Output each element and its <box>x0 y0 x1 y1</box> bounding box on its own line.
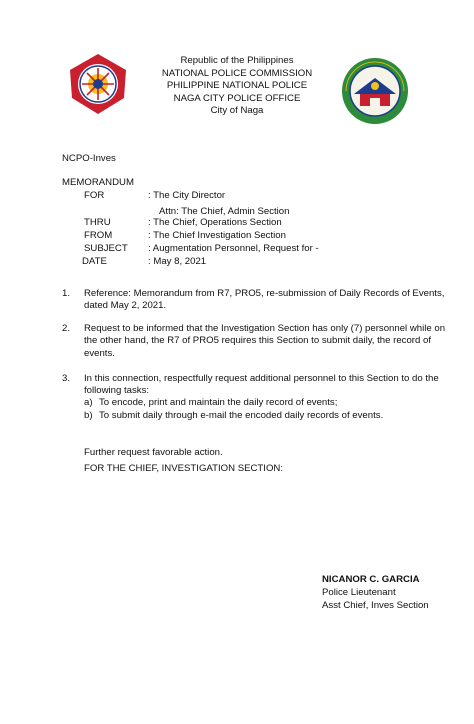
memo-label-thru: THRU <box>84 217 111 228</box>
memo-label-for: FOR <box>84 190 105 201</box>
header-napolcom: NATIONAL POLICE COMMISSION <box>161 67 313 79</box>
item-paragraph <box>84 288 445 313</box>
header-office: NAGA CITY POLICE OFFICE <box>173 92 301 104</box>
item-paragraph <box>84 323 446 360</box>
closing-request: Further request favorable action. <box>84 447 223 458</box>
task-letter: a) <box>84 397 93 408</box>
letterhead <box>130 55 344 118</box>
memo-value-thru: : The Chief, Operations Section <box>148 217 282 228</box>
item-line: the other hand, the R7 of PRO5 requires this Section to submit daily, the record of <box>84 335 431 347</box>
signatory-rank: Police Lieutenant <box>322 587 396 598</box>
memo-label-subject: SUBJECT <box>84 243 128 254</box>
signatory-name: NICANOR C. GARCIA <box>322 574 420 585</box>
header-city: City of Naga <box>210 105 264 117</box>
memo-value-attn: Attn: The Chief, Admin Section <box>159 206 290 217</box>
closing-for-line: FOR THE CHIEF, INVESTIGATION SECTION: <box>84 463 283 474</box>
item-line: dated May 2, 2021. <box>84 300 167 312</box>
item-number: 2. <box>62 323 71 334</box>
item-number: 1. <box>62 288 71 299</box>
memo-value-for: : The City Director <box>148 190 226 201</box>
item-line: In this connection, respectfully request additional personnel to this Section to do the <box>84 373 439 384</box>
memo-value-date: : May 8, 2021 <box>148 256 207 267</box>
item-line: following tasks: <box>84 385 150 397</box>
signatory-position: Asst Chief, Inves Section <box>322 600 429 611</box>
item-line: events. <box>84 347 115 359</box>
task-letter: b) <box>84 410 93 421</box>
city-seal-logo <box>340 56 410 126</box>
item-line: Request to be informed that the Investigation Section has only (7) personnel while on <box>84 323 446 334</box>
item-paragraph <box>84 373 439 398</box>
memo-value-subject: : Augmentation Personnel, Request for - <box>148 243 319 254</box>
header-pnp: PHILIPPINE NATIONAL POLICE <box>166 80 308 92</box>
task-text: To encode, print and maintain the daily record of events; <box>99 397 338 408</box>
task-text: To submit daily through e-mail the encoded daily records of events. <box>99 410 384 421</box>
pnp-seal-logo <box>66 52 130 116</box>
memo-label-date: DATE <box>82 256 107 267</box>
item-line: Reference: Memorandum from R7, PRO5, re-submission of Daily Records of Events, <box>84 288 445 299</box>
reference-code: NCPO-Inves <box>62 153 116 164</box>
header-republic: Republic of the Philippines <box>180 55 294 66</box>
item-number: 3. <box>62 373 71 384</box>
memo-value-from: : The Chief Investigation Section <box>148 230 286 241</box>
memo-title: MEMORANDUM <box>62 177 134 188</box>
memo-label-from: FROM <box>84 230 113 241</box>
